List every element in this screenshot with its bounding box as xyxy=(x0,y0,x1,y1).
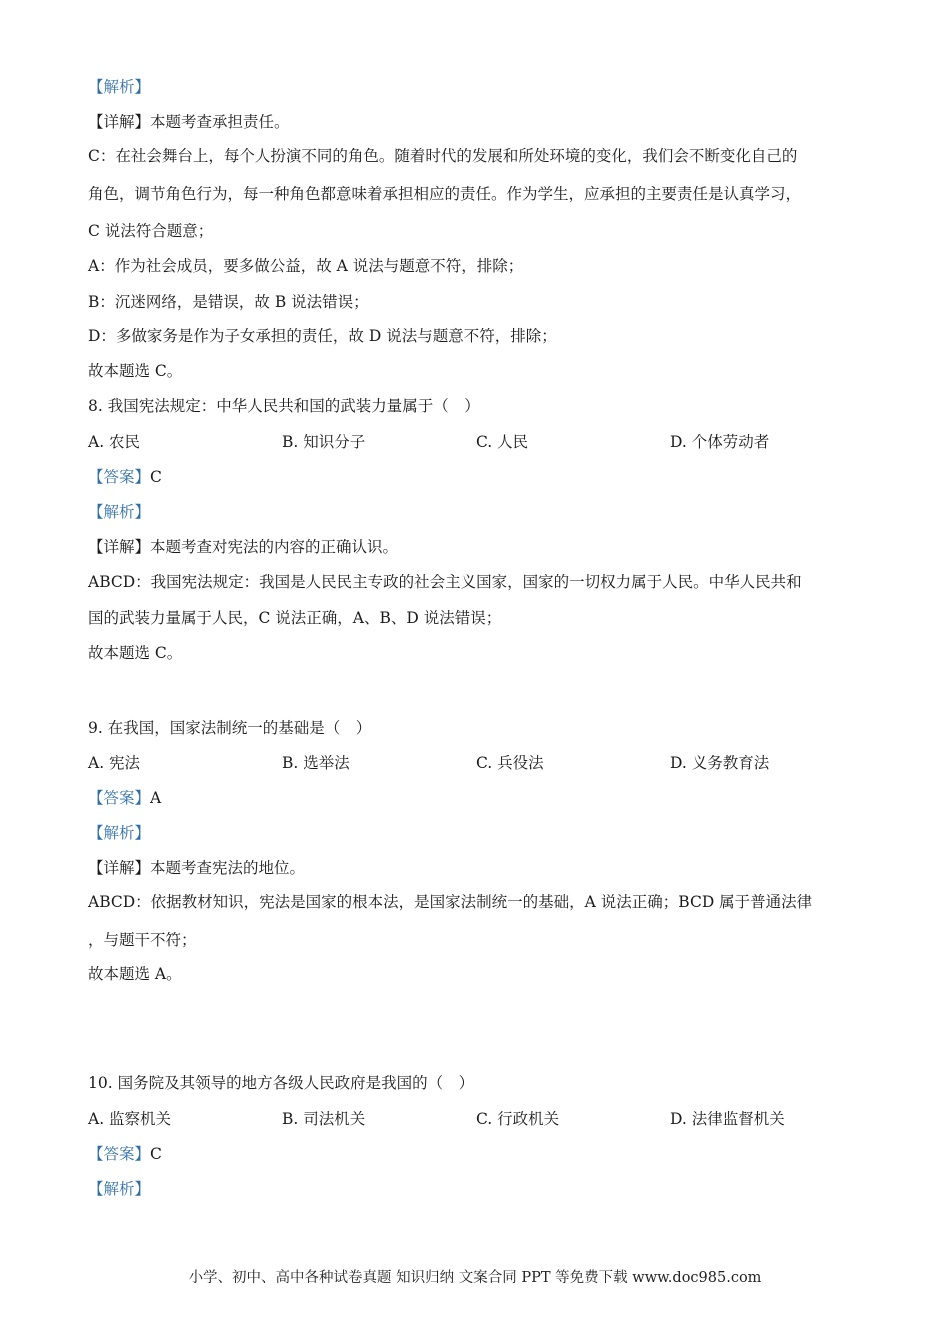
analysis-text: B：沉迷网络，是错误，故 B 说法错误； xyxy=(88,293,369,311)
answer-value: C xyxy=(150,1145,162,1163)
detail-text: 本题考查宪法的地位。 xyxy=(150,859,306,877)
option-c: C. 人民 xyxy=(476,433,529,451)
option-c: C. 行政机关 xyxy=(476,1110,560,1128)
question-9: 9. 在我国，国家法制统一的基础是（ ） xyxy=(88,719,372,737)
detail-text: 本题考查对宪法的内容的正确认识。 xyxy=(150,538,399,556)
conclusion-text: 故本题选 C。 xyxy=(88,362,183,380)
jiexi-label: 【解析】 xyxy=(88,1180,151,1198)
detail-line xyxy=(88,112,868,132)
page-footer: 小学、初中、高中各种试卷真题 知识归纳 文案合同 PPT 等免费下载 www.doc985.com xyxy=(188,1270,762,1286)
option-d: D. 个体劳动者 xyxy=(670,433,770,451)
analysis-text: A：作为社会成员，要多做公益，故 A 说法与题意不符，排除； xyxy=(88,257,524,275)
detail-text: 本题考查承担责任。 xyxy=(150,113,290,131)
option-d: D. 义务教育法 xyxy=(670,754,770,772)
option-a: A. 农民 xyxy=(88,433,141,451)
answer-line xyxy=(88,1144,868,1164)
answer-line xyxy=(88,788,868,808)
analysis-text: ABCD：我国宪法规定：我国是人民民主专政的社会主义国家，国家的一切权力属于人民。中华人民共和 xyxy=(88,573,802,591)
jiexi-label: 【解析】 xyxy=(88,78,151,96)
answer-line xyxy=(88,467,868,487)
option-b: B. 司法机关 xyxy=(282,1110,366,1128)
answer-value: A xyxy=(150,789,162,807)
analysis-text: D：多做家务是作为子女承担的责任，故 D 说法与题意不符，排除； xyxy=(88,327,557,345)
question-8: 8. 我国宪法规定：中华人民共和国的武装力量属于（ ） xyxy=(88,397,480,415)
analysis-text: C：在社会舞台上，每个人扮演不同的角色。随着时代的发展和所处环境的变化，我们会不断变化自己的 xyxy=(88,147,798,165)
conclusion-text: 故本题选 A。 xyxy=(88,965,182,983)
option-a: A. 宪法 xyxy=(88,754,141,772)
jiexi-label: 【解析】 xyxy=(88,824,151,842)
analysis-text: C 说法符合题意； xyxy=(88,222,214,240)
detail-tag: 【详解】 xyxy=(88,113,151,131)
answer-tag: 【答案】 xyxy=(88,1145,151,1163)
analysis-text: 国的武装力量属于人民，C 说法正确，A、B、D 说法错误； xyxy=(88,609,502,627)
analysis-text: ABCD：依据教材知识，宪法是国家的根本法，是国家法制统一的基础，A 说法正确；BCD 属于普通法律 xyxy=(88,893,813,911)
analysis-text: ，与题干不符； xyxy=(88,931,197,949)
option-b: B. 知识分子 xyxy=(282,433,366,451)
detail-tag: 【详解】 xyxy=(88,538,151,556)
answer-tag: 【答案】 xyxy=(88,468,151,486)
detail-tag: 【详解】 xyxy=(88,859,151,877)
option-d: D. 法律监督机关 xyxy=(670,1110,785,1128)
answer-tag: 【答案】 xyxy=(88,789,151,807)
option-c: C. 兵役法 xyxy=(476,754,544,772)
answer-value: C xyxy=(150,468,162,486)
detail-line xyxy=(88,858,868,878)
conclusion-text: 故本题选 C。 xyxy=(88,644,183,662)
analysis-text: 角色，调节角色行为，每一种角色都意味着承担相应的责任。作为学生，应承担的主要责任是认真学习， xyxy=(88,185,802,203)
question-10: 10. 国务院及其领导的地方各级人民政府是我国的（ ） xyxy=(88,1074,475,1092)
jiexi-label: 【解析】 xyxy=(88,503,151,521)
option-a: A. 监察机关 xyxy=(88,1110,172,1128)
option-b: B. 选举法 xyxy=(282,754,350,772)
detail-line xyxy=(88,537,868,557)
